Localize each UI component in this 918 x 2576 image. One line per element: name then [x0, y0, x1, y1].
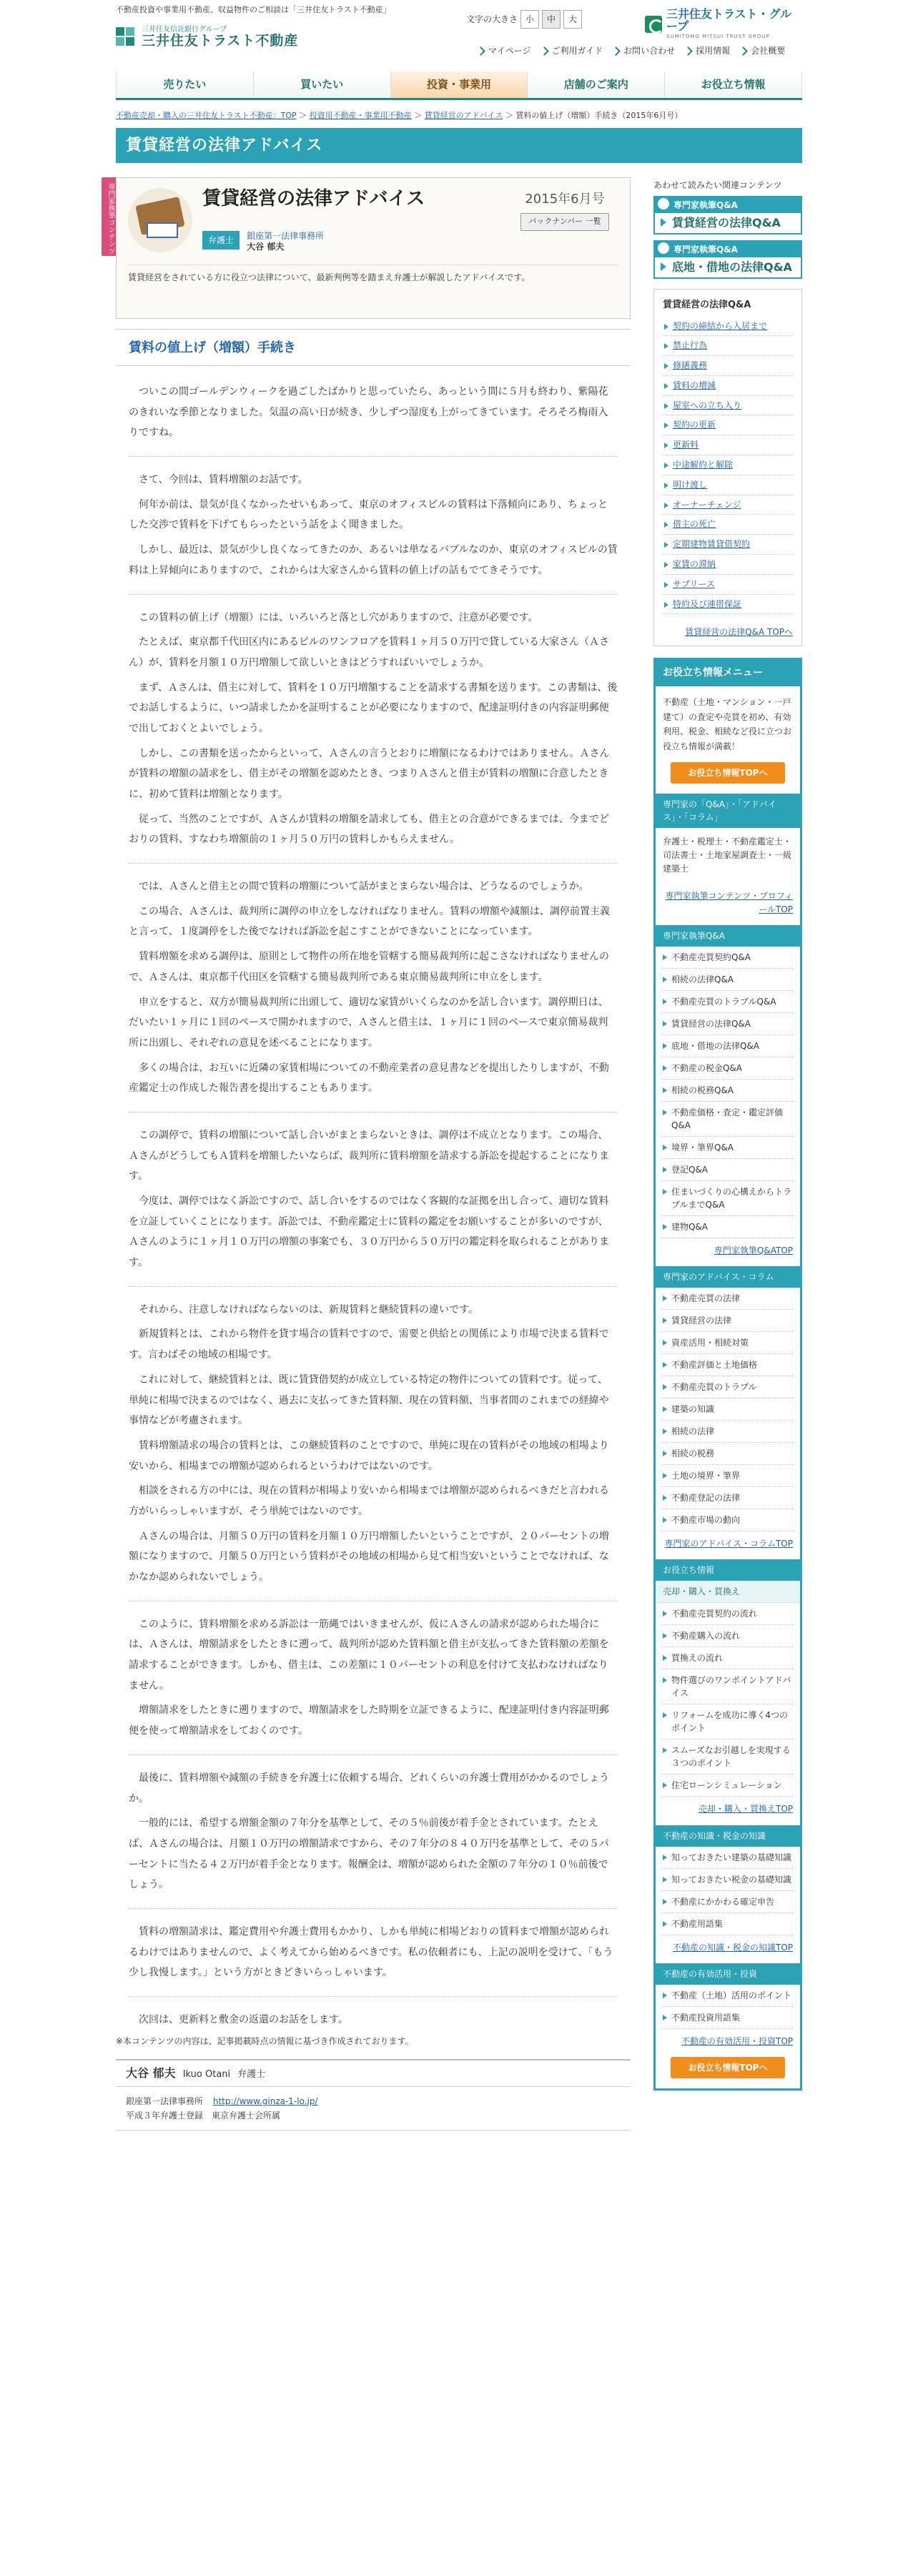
list-item-label: リフォームを成功に導く4つのポイント [671, 1710, 789, 1734]
list-item[interactable] [661, 1704, 794, 1739]
disclaimer-note: ※本コンテンツの内容は、記事掲載時点の情報に基づき作成されております。 [116, 2035, 414, 2046]
list-item-label: 不動産価格・査定・鑑定評価Q&A [671, 1107, 784, 1130]
profile-name: 大谷 郁夫 [126, 2066, 176, 2080]
breadcrumb-advice[interactable]: 賃貸経営のアドバイス [424, 111, 503, 120]
list-item[interactable] [661, 1647, 794, 1669]
breadcrumb-investment[interactable]: 投資用不動産・事業用不動産 [309, 111, 412, 120]
list-item[interactable] [661, 1102, 794, 1137]
article-paragraph: 新規賃料とは、これから物件を貸す場合の賃料ですので、需要と供給との関係により市場で決まる賃料です。言わばその地域の相場です。 [129, 1328, 609, 1361]
article-paragraph: では、Ａさんと借主との間で賃料の増額について話がまとまらない場合は、どうなるのでしょうか。 [139, 881, 589, 893]
useful-list-invest [656, 1985, 800, 2029]
header-link-guide[interactable]: ご利用ガイド [541, 44, 603, 57]
useful-list-sell [656, 1603, 800, 1797]
list-item[interactable] [661, 1137, 794, 1159]
list-item-label: 登記Q&A [671, 1164, 709, 1175]
header-tagline: 不動産投資や事業用不動産、収益物件のご相談は「三井住友トラスト不動産」 [116, 5, 391, 14]
profile-office: 銀座第一法律事務所 [126, 2096, 204, 2106]
article-paragraph: しかし、この書類を送ったからといって、Ａさんの言うとおりに増額になるわけではありません。Ａさんが賃料の増額の請求をし、借主がその増額を認めたとき、つまりＡさんと借主が賃料の増額に合意したときに、初めて賃料は増額となります。 [129, 747, 610, 800]
profile-career: 平成３年弁護士登録 東京弁護士会所属 [126, 2111, 281, 2121]
list-item-label: 知っておきたい税金の基礎知識 [671, 1874, 792, 1885]
paragraph-divider [129, 594, 618, 595]
list-item-label: 禁止行為 [673, 340, 708, 351]
article-paragraph: 最後に、賃料増額や減額の手続きを弁護士に依頼する場合、どれくらいの弁護士費用がかかるのでしょうか。 [129, 1772, 609, 1805]
list-item[interactable] [663, 317, 793, 337]
list-item-label: 土地の境界・筆界 [671, 1471, 741, 1481]
list-item-label: 相続の法律Q&A [671, 974, 734, 984]
list-item-label: 賃貸経営の法律Q&A [671, 1018, 751, 1029]
list-item-label: 契約の締結から入居まで [673, 320, 768, 331]
list-item-label: 不動産用語集 [671, 1918, 724, 1929]
list-item[interactable] [661, 1013, 794, 1035]
list-item-label: 底地・借地の法律Q&A [671, 1040, 760, 1051]
article-paragraph: 賃料増額を求める調停は、原則として物件の所在地を管轄する簡易裁判所に起こさなければなりませんので、Ａさんは、東京都千代田区を管轄する簡易裁判所である東京簡易裁判所に申立をします。 [129, 951, 609, 983]
qa-section-list [656, 947, 800, 1238]
author-profile-header [116, 2059, 631, 2087]
useful-sub-sell: 売却・購入・買換え [656, 1581, 800, 1603]
font-size-large-button[interactable]: 大 [563, 10, 582, 29]
list-item[interactable] [661, 1443, 794, 1465]
list-item[interactable] [661, 1847, 794, 1869]
list-item-label: 修繕義務 [673, 360, 708, 371]
expert-content-tag: 専門家執筆コンテンツ [102, 177, 116, 256]
list-item-label: 不動産の税金Q&A [671, 1062, 743, 1073]
list-item[interactable] [663, 595, 793, 615]
site-header [116, 0, 802, 71]
list-item[interactable] [661, 1288, 794, 1310]
list-item-label: 住宅ローンシミュレーション [671, 1780, 782, 1791]
list-item-label: 不動産売買のトラブルQ&A [671, 996, 776, 1007]
article-paragraph: この調停で、賃料の増額について話し合いがまとまらないときは、調停は不成立となります。この場合、ＡさんがどうしてもＡ賃料を増額したいならば、裁判所に賃料増額を請求する訴訟を提起することになります。 [129, 1129, 609, 1183]
list-item[interactable] [663, 495, 793, 515]
font-size-small-button[interactable]: 小 [520, 10, 539, 29]
list-item-label: 明け渡し [673, 479, 708, 490]
list-item-label: 賃貸経営の法律 [671, 1316, 732, 1326]
article-paragraph: 相談をされる方の中には、現在の賃料が相場より安いから相場までは増額が認められるべきだと言われる方がいらっしゃいますが、そう単純ではないのです。 [129, 1485, 609, 1517]
list-item[interactable] [663, 475, 793, 495]
list-item-label: 借主の死亡 [673, 519, 716, 530]
issue-date: 2015年6月号 [525, 192, 605, 207]
list-item-label: 住まいづくりの心構えからトラブルまでQ&A [671, 1186, 792, 1210]
useful-more-sell[interactable]: 売却・購入・買換えTOP [698, 1804, 793, 1815]
qa-list-title: 賃貸経営の法律Q&A [663, 300, 751, 310]
paragraph-divider [129, 1286, 618, 1287]
article-paragraph: 多くの場合は、お互いに近隣の家賃相場についての不動産業者の意見書などを提出したりしますが、不動産鑑定士の作成した報告書を提出することもあります。 [129, 1062, 609, 1095]
list-item[interactable] [661, 1509, 794, 1531]
qa-list-box [653, 289, 802, 646]
list-item[interactable] [661, 1487, 794, 1509]
list-item-label: 定期建物賃貸借契約 [673, 539, 751, 550]
list-item-label: スムーズなお引越しを実現する３つのポイント [671, 1745, 791, 1769]
header-link-recruit[interactable]: 採用情報 [685, 44, 730, 57]
list-item[interactable] [661, 1376, 794, 1398]
banner-label: 専門家執筆Q&A [655, 242, 801, 257]
article-paragraph: Ａさんの場合は、月額５０万円の賃料を月額１０万円増額したいということですが、２０パーセントの増額になりますので、月額５０万円という賃料がその地域の相場から見て相当安いということでなければ、なかなか認められないでしょう。 [129, 1530, 609, 1583]
list-item-label: 相続の税務 [671, 1449, 715, 1459]
list-item-label: 買換えの流れ [671, 1653, 724, 1664]
useful-top-button[interactable]: お役立ち情報TOPへ [671, 762, 785, 784]
advice-section-more[interactable]: 専門家のアドバイス・コラムTOP [664, 1539, 793, 1549]
list-item-label: オーナーチェンジ [673, 499, 741, 510]
article-title: 賃貸経営の法律アドバイス [202, 188, 425, 209]
banner-land-qa[interactable] [653, 240, 802, 279]
list-item[interactable] [663, 515, 793, 535]
list-item[interactable] [661, 2007, 794, 2029]
header-link-company[interactable]: 会社概要 [740, 44, 785, 57]
list-item[interactable] [661, 1669, 794, 1704]
list-item-label: 不動産売買契約の流れ [671, 1609, 758, 1619]
list-item-label: サブリース [673, 578, 715, 589]
article-paragraph: 一般的には、希望する増額金額の７年分を基準として、その５％前後が着手金とされています。たとえば、Ａさんの場合は、月額１０万円の増額請求ですから、その７年分の８４０万円を基準として、その５パーセントに当たる４２万円が着手金となります。報酬金は、増額が認められた金額の７年分の１０％前後でしょう。 [129, 1817, 609, 1891]
useful-menu [653, 658, 802, 2090]
global-nav [116, 71, 802, 100]
main-content [107, 177, 631, 2131]
list-item[interactable] [661, 1739, 794, 1775]
article-paragraph: 賃料の増額請求は、鑑定費用や弁護士費用もかかり、しかも単純に相場どおりの賃料まで増額が認められるわけではありませんので、よく考えてから始めるべきです。私の依頼者にも、上記の説明を受けて、「もう少し我慢します。」という方がときどきいらっしゃいます。 [129, 1925, 613, 1979]
useful-sub-knowledge: 不動産の知識・税金の知識 [656, 1825, 800, 1847]
list-item[interactable] [661, 1421, 794, 1443]
list-item-label: 相続の法律 [671, 1426, 715, 1437]
list-item[interactable] [661, 1216, 794, 1238]
paragraph-divider [129, 1908, 618, 1909]
article-paragraph: 今度は、調停ではなく訴訟ですので、話し合いをするのではなく客観的な証拠を出し合って、適切な賃料を立証していくことになります。訴訟では、不動産鑑定士に賃料の鑑定をお願いすることが多いのですが、Ａさんのように１ヶ月１０万円の増額の事案でも、３０万円から５０万円の鑑定料を取られることがあります。 [129, 1195, 609, 1269]
list-item[interactable] [661, 1181, 794, 1216]
list-item[interactable] [661, 1159, 794, 1181]
list-item-label: 境界・筆界Q&A [671, 1142, 734, 1153]
article-paragraph: 増額請求をしたときに遡りますので、増額請求をした時期を立証できるように、配達証明付き内容証明郵便を使って増額請求をしておくのです。 [129, 1704, 609, 1737]
expert-intro-text: 弁護士・税理士・不動産鑑定士・司法書士・土地家屋調査士・一級建築士 [663, 837, 792, 874]
article-paragraph: それから、注意しなければならないのは、新規賃料と継続賃料の違いです。 [139, 1303, 478, 1316]
list-item[interactable] [661, 1603, 794, 1625]
article-paragraph: まず、Ａさんは、借主に対して、賃料を１０万円増額することを請求する書類を送ります。この書類は、後でお話しするように、いつ請求したかを証明することが必要になりますので、配達証明付きの内容証明郵便で出しておくとよいでしょう。 [129, 681, 618, 734]
list-item[interactable] [661, 1310, 794, 1332]
article-paragraph: 次回は、更新料と敷金の返還のお話をします。 [139, 2014, 348, 2025]
list-item-label: 屋室への立ち入り [673, 400, 742, 410]
article-body [116, 366, 631, 2030]
header-link-mypage[interactable]: マイページ [478, 44, 531, 57]
list-item[interactable] [661, 1913, 794, 1935]
paragraph-divider [129, 863, 618, 864]
paragraph-divider [129, 1996, 618, 1997]
group-name: 三井住友トラスト・グループ [666, 7, 791, 33]
list-item-label: 不動産評価と土地価格 [671, 1360, 758, 1371]
list-item[interactable] [661, 1775, 794, 1797]
list-item[interactable] [661, 1332, 794, 1354]
list-item[interactable] [661, 969, 794, 991]
list-item[interactable] [661, 947, 794, 969]
list-item[interactable] [663, 376, 793, 396]
list-item[interactable] [663, 575, 793, 595]
list-item[interactable] [661, 1891, 794, 1913]
useful-bottom-button[interactable]: お役立ち情報TOPへ [671, 2057, 785, 2078]
article-paragraph: ついこの間ゴールデンウィークを過ごしたばかりと思っていたら、あっという間に５月も終わり、紫陽花のきれいな季節となりました。気温の高い日が続き、少しずつ湿度も上がってきています。そろそろ梅雨入りですね。 [129, 386, 608, 439]
list-item[interactable] [663, 555, 793, 575]
list-item[interactable] [663, 396, 793, 416]
list-item-label: 契約の更新 [673, 420, 716, 430]
paragraph-divider [129, 1601, 618, 1602]
list-item-label: 不動産購入の流れ [671, 1631, 741, 1642]
list-item-label: 相続の税務Q&A [671, 1085, 734, 1095]
list-item-label: 建物Q&A [671, 1221, 709, 1232]
article-paragraph: 従って、当然のことですが、Ａさんが賃料の増額を請求しても、借主との合意ができるまでは、今までどおりの賃料、すなわち増額前の１ヶ月５０万円の賃料しかもらえません。 [129, 813, 609, 846]
list-item-label: 家賃の滞納 [673, 559, 716, 570]
article-paragraph: 賃料増額請求の場合の賃料とは、この継続賃料のことですので、単純に現在の賃料がその地域の相場より安いから、相場までの増額が認められるというわけではないのです。 [129, 1439, 609, 1472]
group-sub: SUMITOMO MITSUI TRUST GROUP [666, 33, 770, 39]
logo-group-text: 三井住友信託銀行グループ [142, 26, 227, 34]
profile-roman: Ikuo Otani [182, 2068, 231, 2080]
gnav-sell[interactable]: 売りたい [116, 71, 253, 98]
author-profile-details [116, 2087, 631, 2131]
useful-more-knowledge[interactable]: 不動産の知識・税金の知識TOP [672, 1942, 793, 1953]
author-office-link[interactable]: 銀座第一法律事務所 [247, 230, 325, 241]
list-item[interactable] [661, 1035, 794, 1057]
paragraph-divider [129, 456, 618, 457]
banner-title: 賃貸経営の法律Q&A [655, 213, 801, 232]
list-item[interactable] [661, 1625, 794, 1647]
group-mark-icon [645, 16, 662, 33]
banner-label: 専門家執筆Q&A [655, 197, 801, 213]
logo-company-name: 三井住友トラスト不動産 [142, 33, 299, 49]
group-logo[interactable] [645, 9, 802, 40]
list-item[interactable] [661, 1985, 794, 2007]
list-item[interactable] [663, 455, 793, 475]
site-logo[interactable] [116, 26, 298, 49]
list-item[interactable] [663, 356, 793, 376]
qa-list [654, 317, 801, 622]
useful-sub-invest: 不動産の有効活用・投資 [656, 1963, 800, 1985]
qa-section-title: 専門家執筆Q&A [656, 925, 800, 947]
list-item[interactable] [663, 535, 793, 555]
breadcrumb: 不動産売却・購入の三井住友トラスト不動産：TOP ＞ 投資用不動産・事業用不動産 ＞ 賃貸経営のアドバイス ＞ 賃料の値上げ（増額）手続き（2015年6月号） [116, 111, 683, 120]
list-item[interactable] [663, 415, 793, 435]
gnav-stores[interactable]: 店舗のご案内 [527, 71, 664, 98]
section-title: 賃料の値上げ（増額）手続き [116, 329, 631, 366]
list-item[interactable] [661, 1080, 794, 1102]
useful-list-knowledge [656, 1847, 800, 1935]
page-title: 賃貸経営の法律アドバイス [116, 128, 802, 163]
list-item-label: 不動産（土地）活用のポイント [671, 1990, 792, 2000]
list-item[interactable] [661, 1465, 794, 1487]
gnav-buy[interactable]: 買いたい [253, 71, 390, 98]
advice-section-list [656, 1288, 800, 1531]
advice-section-title: 専門家のアドバイス・コラム [656, 1266, 800, 1288]
article-paragraph: たとえば、東京都千代田区内にあるビルのワンフロアを賃料１ヶ月５０万円で貸している大家さん（Ａさん）が、賃料を月額１０万円増額して欲しいときはどうすればいいでしょうか。 [129, 636, 609, 668]
back-number-button[interactable]: バックナンバー 一覧 [520, 213, 608, 231]
list-item[interactable] [661, 1869, 794, 1891]
useful-info-title: お役立ち情報 [656, 1559, 800, 1581]
profile-url-link[interactable]: http://www.ginza-1-lo.jp/ [212, 2096, 318, 2106]
breadcrumb-current: 賃料の値上げ（増額）手続き（2015年6月号） [515, 111, 683, 120]
article-paragraph: このように、賃料増額を求める訴訟は一筋縄ではいきませんが、仮にＡさんの請求が認められた場合には、Ａさんは、増額請求をしたときに遡って、裁判所が認めた賃料額と借主が支払ってきた賃料額の差額を請求することができます。しかも、借主は、この差額に１０パーセントの利息を付けて支払わなければなりません。 [129, 1618, 609, 1692]
list-item-label: 不動産売買の法律 [671, 1293, 741, 1304]
useful-menu-title: お役立ち情報メニュー [656, 660, 800, 686]
author-name: 大谷 郁夫 [247, 242, 285, 252]
list-item-label: 資産活用・相続対策 [671, 1338, 749, 1348]
article-paragraph: この賃料の値上げ（増額）には、いろいろと落とし穴がありますので、注意が必要です。 [139, 611, 538, 623]
page [107, 0, 802, 2121]
banner-title: 底地・借地の法律Q&A [655, 257, 801, 276]
list-item-label: 建築の知識 [671, 1404, 715, 1415]
list-item-label: 物件選びのワンポイントアドバイス [671, 1675, 791, 1699]
expert-intro-more[interactable]: 専門家執筆コンテンツ・プロフィールTOP [665, 890, 793, 914]
list-item-label: 不動産売買のトラブル [671, 1382, 757, 1393]
expert-intro-title: 専門家の「Q&A」・「アドバイス」・「コラム」 [656, 794, 800, 828]
list-item[interactable] [661, 991, 794, 1013]
useful-menu-intro: 不動産（土地・マンション・一戸建て）の査定や売買を初め、有効利用、税金、相続など役に立つお役立ち情報が満載！ [663, 697, 792, 751]
article-paragraph: しかし、最近は、景気が少し良くなってきたのか、あるいは単なるバブルなのか、東京のオフィスビルの賃料は上昇傾向にありますので、これからは大家さんから賃料の値上げの話もでてきそうです。 [129, 544, 618, 576]
article-paragraph: この場合、Ａさんは、裁判所に調停の申立をしなければなりません。賃料の増額や減額は、調停前置主義と言って、１度調停をした後でなければ訴訟を起こすことができないことになっています。 [129, 905, 610, 938]
header-link-contact[interactable]: お問い合わせ [613, 44, 675, 57]
law-book-icon [128, 188, 192, 252]
list-item-label: 不動産にかかわる確定申告 [671, 1896, 775, 1907]
list-item-label: 特約及び連帯保証 [673, 598, 742, 609]
list-item[interactable] [661, 1354, 794, 1376]
useful-more-invest[interactable]: 不動産の有効活用・投資TOP [681, 2035, 793, 2046]
list-item-label: 中途解約と解除 [673, 460, 734, 470]
list-item-label: 不動産売買契約Q&A [671, 952, 751, 962]
article-header-card [116, 177, 631, 319]
list-item[interactable] [661, 1057, 794, 1080]
article-paragraph: 何年か前は、景気が良くなかったせいもあって、東京のオフィスビルの賃料は下落傾向にあり、ちょっとした交渉で賃料を下げてもらったという話をよく聞きました。 [129, 498, 608, 531]
breadcrumb-top[interactable]: 不動産売却・購入の三井住友トラスト不動産：TOP [116, 111, 297, 120]
related-caption: あわせて読みたい関連コンテンツ [653, 180, 782, 190]
list-item-label: 更新料 [673, 440, 699, 450]
font-size-switcher [466, 10, 582, 29]
banner-rental-qa[interactable] [653, 196, 802, 235]
article-paragraph: さて、今回は、賃料増額のお話です。 [139, 474, 308, 486]
list-item-label: 不動産登記の法律 [671, 1493, 741, 1504]
logo-mark-icon [116, 27, 136, 47]
qa-section-more[interactable]: 専門家執筆Q&ATOP [714, 1245, 793, 1255]
gnav-useful-info[interactable]: お役立ち情報 [664, 71, 802, 98]
author-role-badge: 弁護士 [202, 231, 240, 250]
article-lead: 賃貸経営をされている方に役立つ法律について、最新判例等を踏まえ弁護士が解説したアドバイスです。 [128, 265, 618, 285]
article-paragraph: 申立をすると、双方が簡易裁判所に出頭して、適切な家賃がいくらなのかを話し合います。調停期日は、だいたい１ヶ月に１回のペースで開かれますので、Ａさんと借主は、１ヶ月に１回のペースで東京簡易裁判所に出頭し、それぞれの意見を述べることになります。 [129, 996, 608, 1049]
gnav-investment[interactable]: 投資・事業用 [390, 71, 528, 98]
right-sidebar [653, 179, 802, 2091]
list-item-label: 知っておきたい建築の基礎知識 [671, 1852, 792, 1862]
font-size-medium-button[interactable]: 中 [542, 10, 561, 29]
list-item[interactable] [661, 1398, 794, 1421]
qa-more-link[interactable]: 賃貸経営の法律Q&A TOPへ [685, 627, 793, 638]
list-item-label: 不動産投資用語集 [671, 2012, 741, 2023]
article-paragraph: これに対して、継続賃料とは、既に賃貸借契約が成立している特定の物件についての賃料です。従って、単純に相場で決まるのではなく、過去に支払ってきた賃料額、現在の賃料額、当事者間のこれまでの経緯や事情などが考慮されます。 [129, 1373, 609, 1427]
header-links [478, 44, 785, 57]
list-item-label: 不動産市場の動向 [671, 1515, 741, 1526]
list-item-label: 賃料の増減 [673, 380, 716, 390]
list-item[interactable] [663, 435, 793, 455]
font-size-label: 文字の大きさ [466, 14, 518, 24]
profile-role: 弁護士 [237, 2068, 266, 2080]
list-item[interactable] [663, 336, 793, 356]
